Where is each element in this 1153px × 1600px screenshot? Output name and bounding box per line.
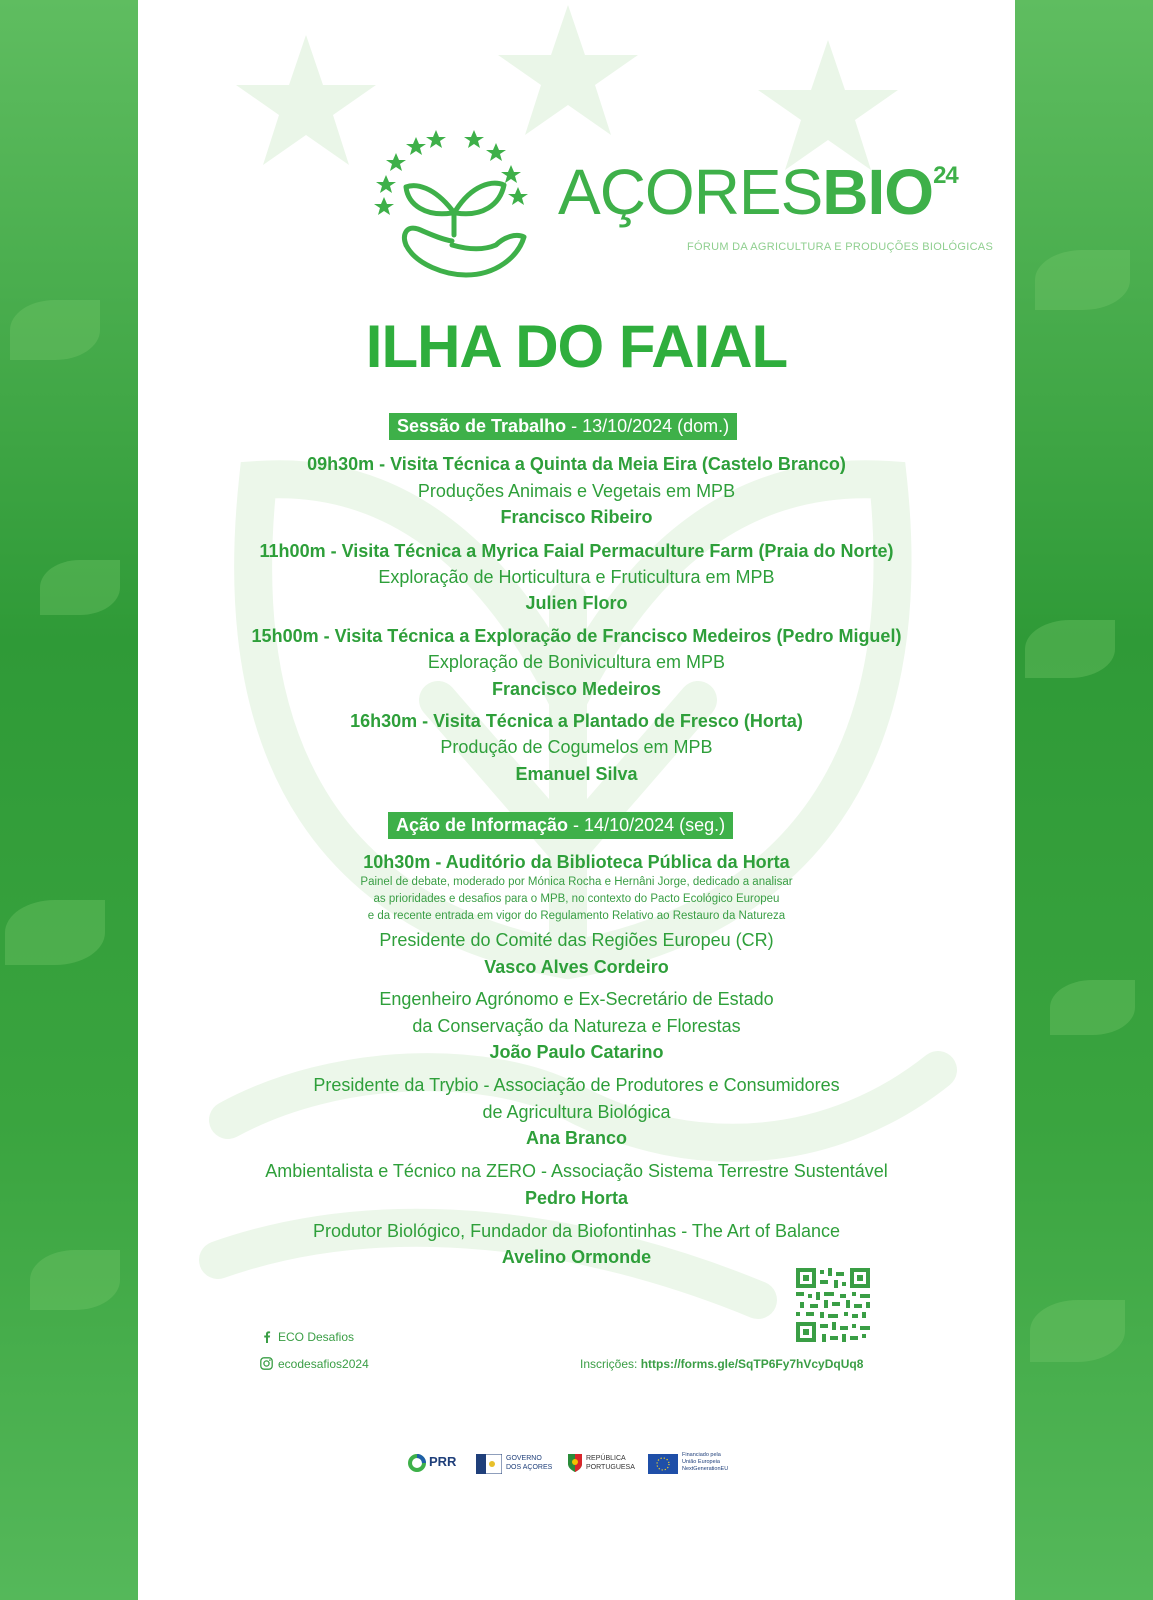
brand-edition: 24 <box>933 162 958 189</box>
session-2-badge <box>388 812 733 839</box>
session-1-item-2-name: Julien Floro <box>525 593 628 613</box>
session-2-label: Ação de Informação <box>396 815 569 835</box>
governo-line-2: DOS AÇORES <box>506 1464 553 1471</box>
facebook-link[interactable] <box>260 1330 354 1344</box>
session-2-note-line-2: as prioridades e desafios para o MPB, no contexto do Pacto Ecológico Europeu <box>373 893 780 905</box>
speaker-2-role-line-1: Engenheiro Agrónomo e Ex-Secretário de Estado <box>379 989 774 1009</box>
session-1-item-4-time: 16h30m - Visita Técnica a Plantado de Fresco (Horta) <box>350 711 803 731</box>
governo-acores-logo <box>476 1450 566 1480</box>
eu-flag-icon <box>648 1454 678 1474</box>
prr-icon <box>408 1454 426 1472</box>
session-2-time: 10h30m - Auditório da Biblioteca Pública da Horta <box>363 852 790 872</box>
instagram-icon <box>260 1357 273 1370</box>
facebook-handle: ECO Desafios <box>278 1330 355 1344</box>
session-1-item-1-desc: Produções Animais e Vegetais em MPB <box>417 481 736 501</box>
speaker-4-name: Pedro Horta <box>524 1188 629 1208</box>
registration-link[interactable]: https://forms.gle/SqTP6Fy7hVcyDqUq8 <box>640 1357 864 1371</box>
session-1-item-4-name: Emanuel Silva <box>515 764 638 784</box>
republica-line-2: PORTUGUESA <box>586 1464 635 1471</box>
speaker-1-role: Presidente do Comité das Regiões Europeu (CR) <box>379 930 774 950</box>
speaker-1-name: Vasco Alves Cordeiro <box>484 957 669 977</box>
session-2-date: - 14/10/2024 (seg.) <box>568 815 726 835</box>
governo-acores-flag-icon <box>476 1454 502 1474</box>
registration-label: Inscrições: <box>580 1357 641 1371</box>
funding-logos <box>408 1450 748 1480</box>
speaker-4-role: Ambientalista e Técnico na ZERO - Associação Sistema Terrestre Sustentável <box>265 1161 888 1181</box>
session-2-note-line-3: e da recente entrada em vigor do Regulamento Relativo ao Restauro da Natureza <box>367 910 786 922</box>
brand-tagline: FÓRUM DA AGRICULTURA E PRODUÇÕES BIOLÓGICAS <box>687 241 994 253</box>
session-1-item-3-name: Francisco Medeiros <box>491 679 662 699</box>
session-1-item-2-time: 11h00m - Visita Técnica a Myrica Faial Permaculture Farm (Praia do Norte) <box>259 541 894 561</box>
qr-code-icon[interactable] <box>796 1268 870 1342</box>
session-1-item-4-desc: Produção de Cogumelos em MPB <box>440 737 713 757</box>
republica-portuguesa-logo <box>568 1450 644 1480</box>
prr-label: PRR <box>429 1454 457 1469</box>
session-1-item-3-time: 15h00m - Visita Técnica a Exploração de Francisco Medeiros (Pedro Miguel) <box>251 626 902 646</box>
facebook-icon <box>260 1330 273 1343</box>
instagram-handle: ecodesafios2024 <box>278 1357 369 1371</box>
speaker-3-role-line-2: de Agricultura Biológica <box>482 1102 671 1122</box>
speaker-5-role: Produtor Biológico, Fundador da Biofontinhas - The Art of Balance <box>313 1221 840 1241</box>
eu-line-3: NextGenerationEU <box>682 1466 729 1472</box>
instagram-link[interactable] <box>260 1357 369 1371</box>
poster-content <box>138 0 1015 1600</box>
session-1-badge <box>389 413 737 440</box>
brand-name <box>558 156 958 228</box>
session-1-item-1-time: 09h30m - Visita Técnica a Quinta da Meia Eira (Castelo Branco) <box>307 454 846 474</box>
left-photo-border <box>0 0 138 1600</box>
right-photo-border <box>1015 0 1153 1600</box>
session-1-label: Sessão de Trabalho <box>397 416 567 436</box>
speaker-2-name: João Paulo Catarino <box>489 1042 664 1062</box>
governo-line-1: GOVERNO <box>506 1455 542 1462</box>
republica-line-1: REPÚBLICA <box>586 1455 626 1462</box>
page-title: ILHA DO FAIAL <box>365 313 788 380</box>
speaker-5-name: Avelino Ormonde <box>501 1247 652 1267</box>
session-1-item-2-desc: Exploração de Horticultura e Fruticultura em MPB <box>378 567 775 587</box>
eu-funding-logo <box>648 1450 748 1480</box>
eu-line-2: União Europeia <box>682 1459 720 1465</box>
republica-emblem-icon <box>568 1454 582 1472</box>
session-1-item-3-desc: Exploração de Bonivicultura em MPB <box>427 652 726 672</box>
session-2-note-line-1: Painel de debate, moderado por Mónica Rocha e Hernâni Jorge, dedicado a analisar <box>360 876 793 888</box>
speaker-3-role-line-1: Presidente da Trybio - Associação de Produtores e Consumidores <box>313 1075 840 1095</box>
speaker-3-name: Ana Branco <box>525 1128 628 1148</box>
brand-name-bold: BIO <box>822 156 934 228</box>
prr-logo <box>408 1450 470 1480</box>
brand-name-light: AÇORES <box>558 156 823 228</box>
session-1-date: - 13/10/2024 (dom.) <box>566 416 730 436</box>
speaker-2-role-line-2: da Conservação da Natureza e Florestas <box>412 1016 741 1036</box>
eu-line-1: Financiado pela <box>682 1452 721 1458</box>
poster <box>138 0 1015 1600</box>
session-1-item-1-name: Francisco Ribeiro <box>500 507 653 527</box>
registration <box>580 1357 863 1371</box>
